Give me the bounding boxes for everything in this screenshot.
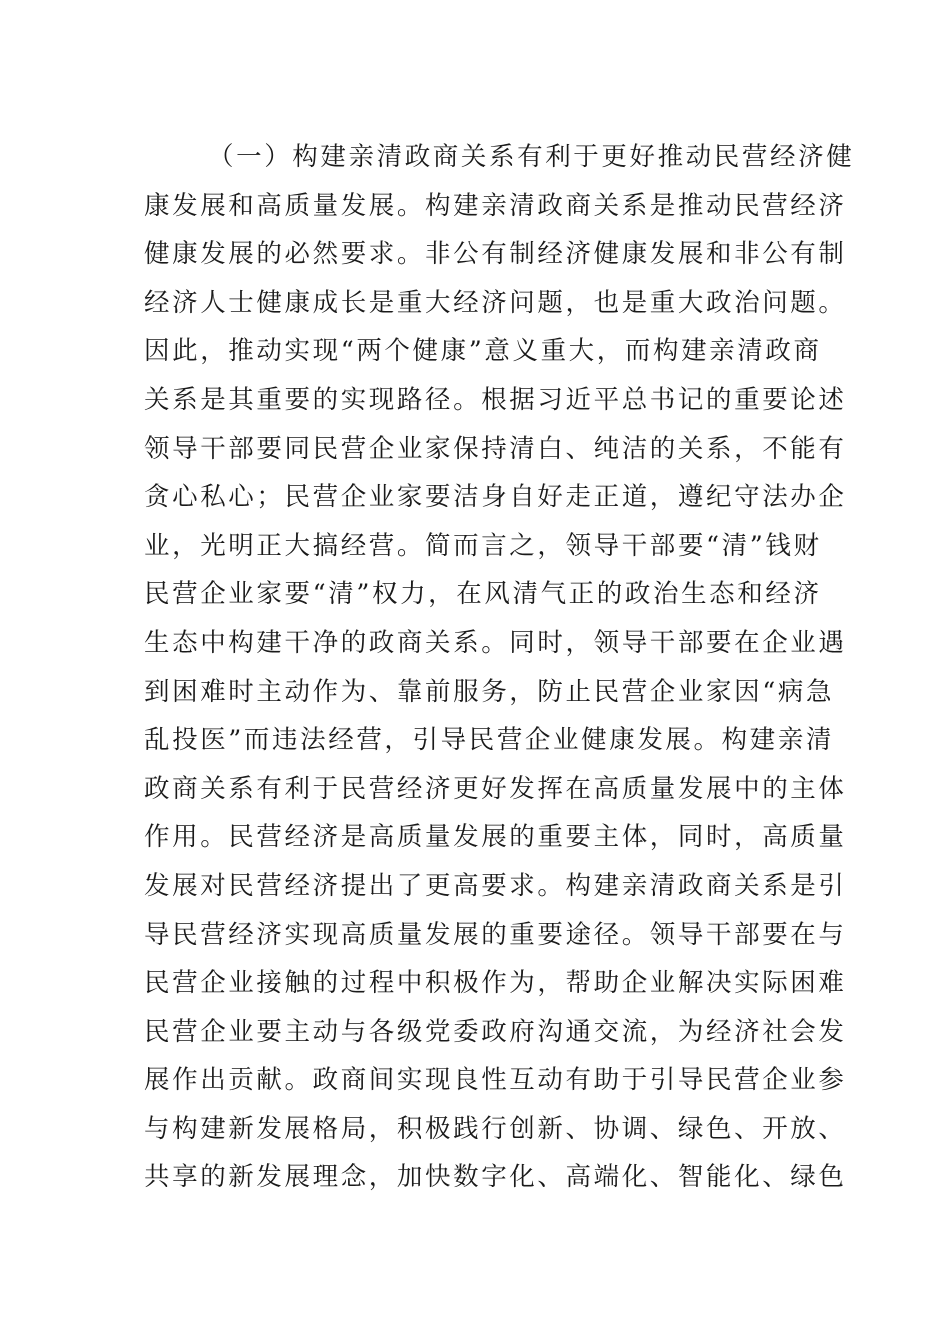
- paragraph-line: 经济人士健康成长是重大经济问题，也是重大政治问题。: [144, 287, 847, 318]
- paragraph-line: 康发展和高质量发展。构建亲清政商关系是推动民营经济: [144, 190, 847, 221]
- paragraph-line: 到困难时主动作为、靠前服务，防止民营企业家因“病急: [144, 676, 835, 707]
- paragraph-line: 业，光明正大搞经营。简而言之，领导干部要“清”钱财: [144, 530, 822, 561]
- paragraph-line: 作用。民营经济是高质量发展的重要主体，同时，高质量: [144, 822, 847, 853]
- paragraph-line: 健康发展的必然要求。非公有制经济健康发展和非公有制: [144, 239, 847, 270]
- paragraph-line: 民营企业家要“清”权力，在风清气正的政治生态和经济: [144, 579, 822, 610]
- paragraph-line: 发展对民营经济提出了更高要求。构建亲清政商关系是引: [144, 870, 847, 901]
- paragraph-line: 政商关系有利于民营经济更好发挥在高质量发展中的主体: [144, 773, 847, 804]
- paragraph-line: （一）构建亲清政商关系有利于更好推动民营经济健: [208, 142, 855, 172]
- paragraph-line: 民营企业接触的过程中积极作为，帮助企业解决实际困难: [144, 968, 847, 999]
- paragraph-line: 领导干部要同民营企业家保持清白、纯洁的关系，不能有: [144, 433, 847, 464]
- paragraph-line: 导民营经济实现高质量发展的重要途径。领导干部要在与: [144, 919, 847, 950]
- paragraph-line: 展作出贡献。政商间实现良性互动有助于引导民营企业参: [144, 1065, 847, 1096]
- paragraph-line: 乱投医”而违法经营，引导民营企业健康发展。构建亲清: [144, 725, 835, 756]
- paragraph-line: 贪心私心；民营企业家要洁身自好走正道，遵纪守法办企: [144, 482, 847, 513]
- paragraph-line: 共享的新发展理念，加快数字化、高端化、智能化、绿色: [144, 1162, 847, 1193]
- paragraph-line: 因此，推动实现“两个健康”意义重大，而构建亲清政商: [144, 336, 822, 367]
- paragraph-line: 关系是其重要的实现路径。根据习近平总书记的重要论述: [144, 384, 847, 415]
- body-paragraph: [144, 133, 855, 1202]
- paragraph-line: 生态中构建干净的政商关系。同时，领导干部要在企业遇: [144, 627, 847, 658]
- paragraph-line: 与构建新发展格局，积极践行创新、协调、绿色、开放、: [144, 1113, 847, 1144]
- paragraph-line: 民营企业要主动与各级党委政府沟通交流，为经济社会发: [144, 1016, 847, 1047]
